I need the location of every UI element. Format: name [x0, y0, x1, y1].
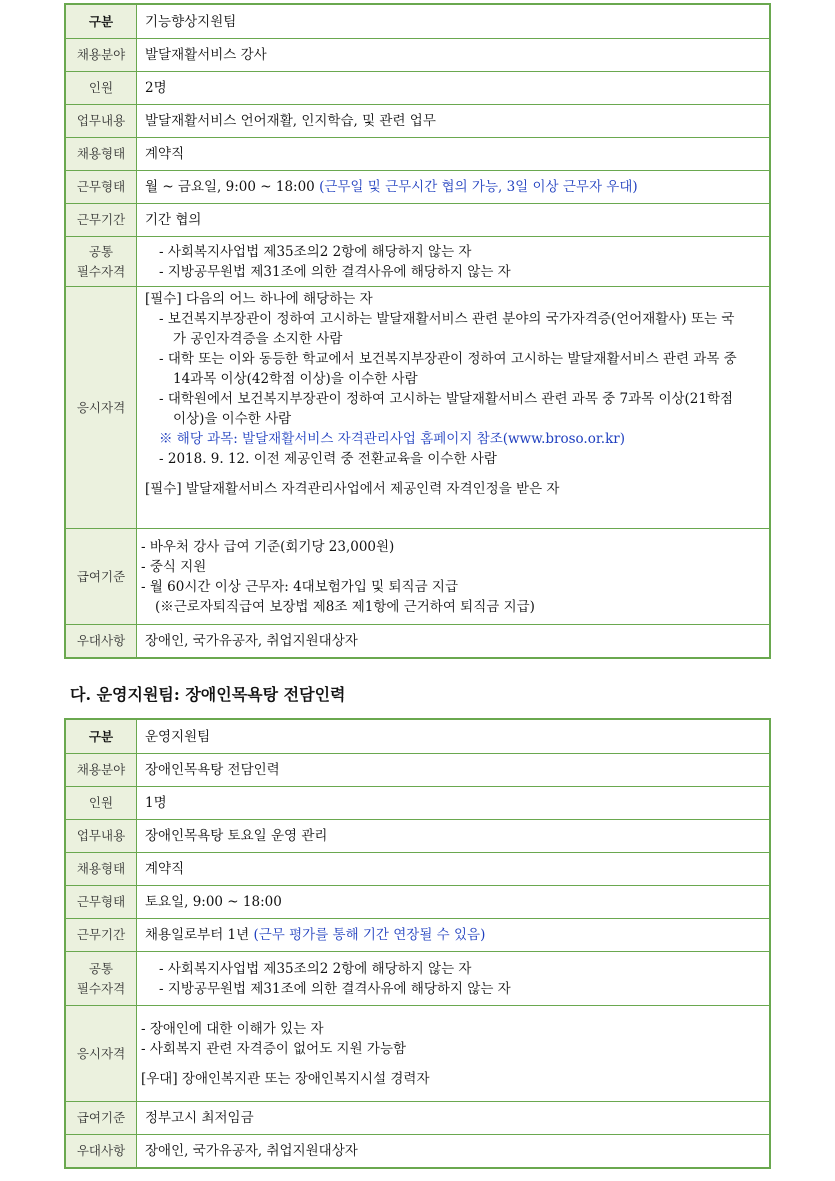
row-label: 근무형태	[66, 886, 137, 918]
row-value: 계약직	[145, 861, 185, 877]
list-item: - 사회복지사업법 제35조의2 2항에 해당하지 않는 자	[159, 960, 472, 977]
work-hours: 월 ~ 금요일, 9:00 ~ 18:00	[145, 179, 315, 195]
table-row	[66, 203, 769, 236]
row-label: 인원	[66, 787, 137, 819]
row-label: 채용분야	[66, 39, 137, 71]
row-label: 업무내용	[66, 105, 137, 137]
row-value: 장애인, 국가유공자, 취업지원대상자	[145, 1143, 358, 1159]
table-row	[66, 951, 769, 1005]
table-row	[66, 1005, 769, 1101]
work-period-note: (근무 평가를 통해 기간 연장될 수 있음)	[253, 927, 486, 943]
row-value	[137, 287, 769, 528]
list-item: - 월 60시간 이상 근무자: 4대보험가입 및 퇴직금 지급	[141, 578, 458, 595]
row-label: 급여기준	[66, 1102, 137, 1134]
recruit-table-1	[64, 3, 771, 659]
row-value: 운영지원팀	[145, 728, 211, 745]
row-label	[66, 952, 137, 1005]
list-item: ※ 해당 과목: 발달재활서비스 자격관리사업 홈페이지 참조(www.broso.or.kr)	[159, 431, 625, 447]
row-value: 발달재활서비스 언어재활, 인지학습, 및 관련 업무	[145, 113, 436, 129]
row-value	[137, 952, 769, 1005]
list-item: - 대학원에서 보건복지부장관이 정하여 고시하는 발달재활서비스 관련 과목 중 7과목 이상(21학점	[159, 391, 734, 407]
row-value	[137, 237, 769, 286]
list-item: - 사회복지 관련 자격증이 없어도 지원 가능함	[141, 1040, 407, 1057]
table-row	[66, 71, 769, 104]
list-item: - 중식 지원	[141, 558, 207, 575]
row-value: 기능향상지원팀	[145, 13, 237, 30]
list-item: 가 공인자격증을 소지한 사람	[173, 331, 343, 347]
row-value: 기간 협의	[145, 212, 202, 228]
row-label-line: 필수자격	[76, 980, 126, 996]
table-row	[66, 753, 769, 786]
row-value	[137, 171, 769, 203]
table-row	[66, 5, 769, 38]
list-item: [필수] 다음의 어느 하나에 해당하는 자	[145, 291, 373, 307]
row-value	[137, 529, 769, 624]
table-row	[66, 236, 769, 286]
table-row	[66, 286, 769, 528]
row-label: 채용형태	[66, 138, 137, 170]
row-label: 채용형태	[66, 853, 137, 885]
table-row	[66, 852, 769, 885]
row-label: 구분	[66, 720, 137, 753]
row-label: 우대사항	[66, 1135, 137, 1167]
row-value: 장애인목욕탕 전담인력	[145, 762, 280, 778]
table-row	[66, 720, 769, 753]
table-row	[66, 1101, 769, 1134]
row-label: 응시자격	[66, 287, 137, 528]
table-row	[66, 528, 769, 624]
row-value: 1명	[145, 795, 167, 811]
row-value: 발달재활서비스 강사	[145, 47, 267, 63]
row-value	[137, 919, 769, 951]
list-item: - 보건복지부장관이 정하여 고시하는 발달재활서비스 관련 분야의 국가자격증(언어재활사) 또는 국	[159, 311, 735, 327]
table-row	[66, 624, 769, 657]
row-label-line: 공통	[88, 960, 114, 976]
row-value: 계약직	[145, 146, 185, 162]
row-label: 업무내용	[66, 820, 137, 852]
work-period: 채용일로부터 1년	[145, 927, 250, 943]
list-item: - 지방공무원법 제31조에 의한 결격사유에 해당하지 않는 자	[159, 980, 511, 997]
list-item: - 지방공무원법 제31조에 의한 결격사유에 해당하지 않는 자	[159, 263, 511, 280]
list-item: - 사회복지사업법 제35조의2 2항에 해당하지 않는 자	[159, 243, 472, 260]
row-label-line: 공통	[88, 243, 114, 259]
list-item: 이상)을 이수한 사람	[173, 411, 292, 427]
row-label: 급여기준	[66, 529, 137, 624]
table-row	[66, 38, 769, 71]
row-label	[66, 237, 137, 286]
list-item: - 2018. 9. 12. 이전 제공인력 중 전환교육을 이수한 사람	[159, 451, 497, 467]
table-row	[66, 918, 769, 951]
table-row	[66, 1134, 769, 1167]
row-value: 정부고시 최저임금	[145, 1110, 254, 1126]
list-item: (※근로자퇴직급여 보장법 제8조 제1항에 근거하여 퇴직금 지급)	[155, 598, 535, 615]
table-row	[66, 885, 769, 918]
list-item: 14과목 이상(42학점 이상)을 이수한 사람	[173, 371, 418, 387]
work-hours-note: (근무일 및 근무시간 협의 가능, 3일 이상 근무자 우대)	[319, 179, 638, 195]
table-row	[66, 786, 769, 819]
row-label: 근무기간	[66, 919, 137, 951]
section-title: 다. 운영지원팀: 장애인목욕탕 전담인력	[70, 685, 346, 704]
table-row	[66, 170, 769, 203]
list-item: - 장애인에 대한 이해가 있는 자	[141, 1020, 324, 1037]
row-value: 장애인목욕탕 토요일 운영 관리	[145, 828, 328, 844]
list-item: - 바우처 강사 급여 기준(회기당 23,000원)	[141, 538, 395, 555]
row-value	[137, 1006, 769, 1101]
table-row	[66, 137, 769, 170]
row-value: 2명	[145, 80, 167, 96]
row-label: 우대사항	[66, 625, 137, 657]
list-item: [필수] 발달재활서비스 자격관리사업에서 제공인력 자격인정을 받은 자	[145, 481, 560, 497]
list-item: [우대] 장애인복지관 또는 장애인복지시설 경력자	[141, 1070, 430, 1087]
row-label: 응시자격	[66, 1006, 137, 1101]
recruit-table-2	[64, 718, 771, 1169]
row-value: 장애인, 국가유공자, 취업지원대상자	[145, 633, 358, 649]
list-item: - 대학 또는 이와 동등한 학교에서 보건복지부장관이 정하여 고시하는 발달재활서비스 관련 과목 중	[159, 351, 737, 367]
row-label: 인원	[66, 72, 137, 104]
row-label: 채용분야	[66, 754, 137, 786]
table-row	[66, 104, 769, 137]
table-row	[66, 819, 769, 852]
row-label: 근무기간	[66, 204, 137, 236]
row-label-line: 필수자격	[76, 263, 126, 279]
row-label: 근무형태	[66, 171, 137, 203]
row-label: 구분	[66, 5, 137, 38]
row-value: 토요일, 9:00 ~ 18:00	[145, 894, 282, 910]
